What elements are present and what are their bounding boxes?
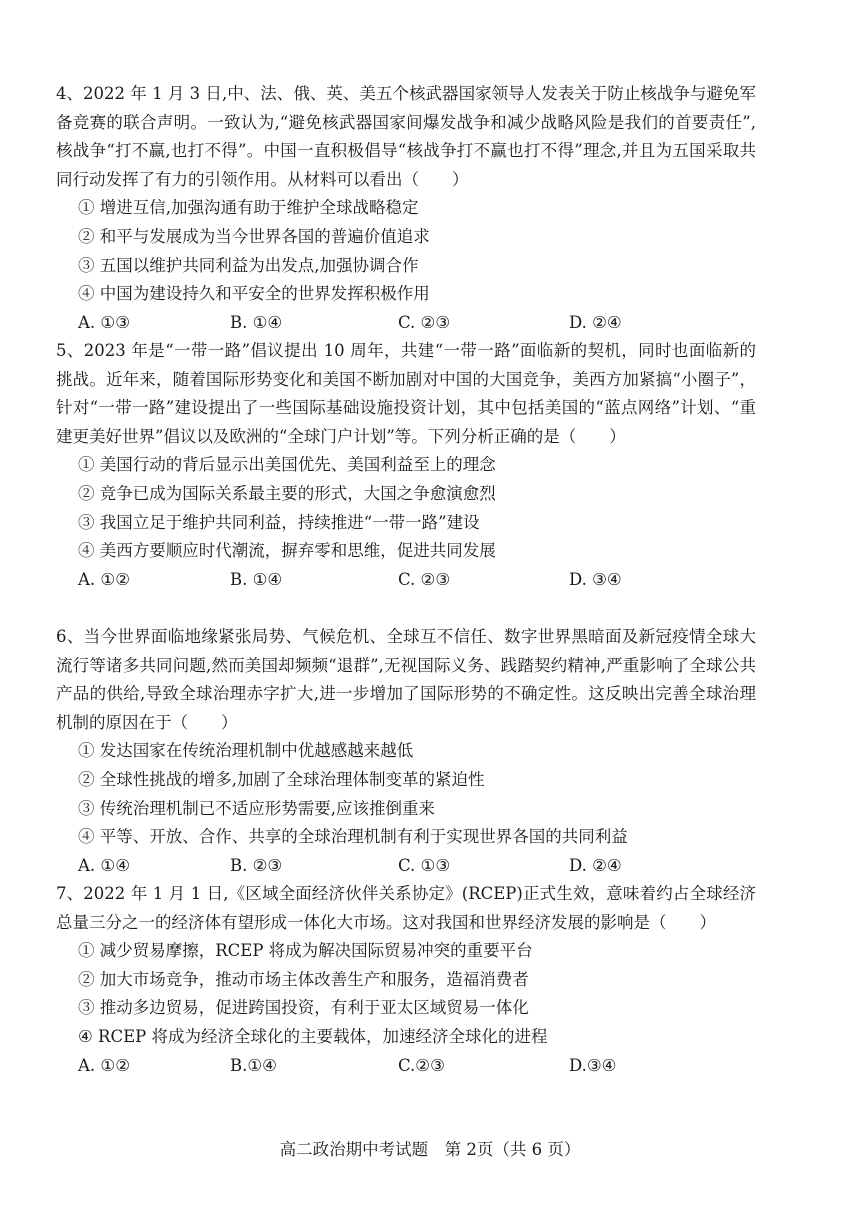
option-4: ④ 美西方要顺应时代潮流，摒弃零和思维，促进共同发展 bbox=[78, 541, 496, 561]
question-4 bbox=[56, 80, 756, 337]
answer-choices bbox=[56, 566, 756, 595]
option-3: ③ 传统治理机制已不适应形势需要,应该推倒重来 bbox=[78, 798, 435, 818]
question-stem: 4、2022 年 1 月 3 日,中、法、俄、英、美五个核武器国家领导人发表关于防止核战争与避免军备竞赛的联合声明。一致认为,“避免核武器国家间爆发战争和减少战略风险是我们的首要责任”,核战争“打不赢,也打不得”。中国一直积极倡导“核战争打不赢也打不得”理念,并且为五国采取共同行动发挥了有力的引领作用。从材料可以看出（ ） bbox=[56, 84, 756, 189]
question-stem: 7、2022 年 1 月 1 日,《区域全面经济伙伴关系协定》(RCEP)正式生效，意味着约占全球经济总量三分之一的经济体有望形成一体化大市场。这对我国和世界经济发展的影响是（ ） bbox=[56, 884, 756, 932]
answer-choices bbox=[56, 852, 756, 881]
option-3: ③ 五国以维护共同利益为出发点,加强协调合作 bbox=[78, 255, 419, 275]
option-3: ③ 推动多边贸易，促进跨国投资，有利于亚太区域贸易一体化 bbox=[78, 998, 529, 1018]
option-4: ④ 中国为建设持久和平安全的世界发挥积极作用 bbox=[78, 284, 430, 304]
answer-c[interactable]: C. ②③ bbox=[398, 569, 451, 589]
answer-d[interactable]: D.③④ bbox=[569, 1055, 617, 1075]
answer-d[interactable]: D. ③④ bbox=[569, 569, 622, 589]
question-stem: 6、当今世界面临地缘紧张局势、气候危机、全球互不信任、数字世界黑暗面及新冠疫情全球大流行等诸多共同问题,然而美国却频频“退群”,无视国际义务、践踏契约精神,严重影响了全球公共产品的供给,导致全球治理赤字扩大,进一步增加了国际形势的不确定性。这反映出完善全球治理机制的原因在于（ ） bbox=[56, 627, 756, 732]
answer-b[interactable]: B.①④ bbox=[230, 1055, 277, 1075]
answer-c[interactable]: C. ①③ bbox=[398, 855, 451, 875]
question-stem: 5、2023 年是“一带一路”倡议提出 10 周年，共建“一带一路”面临新的契机，同时也面临新的挑战。近年来，随着国际形势变化和美国不断加剧对中国的大国竞争，美西方加紧搞“小圈子”，针对“一带一路”建设提出了一些国际基础设施投资计划，其中包括美国的“蓝点网络”计划、“重建更美好世界”倡议以及欧洲的“全球门户计划”等。下列分析正确的是（ ） bbox=[56, 341, 756, 446]
option-1: ① 减少贸易摩擦，RCEP 将成为解决国际贸易冲突的重要平台 bbox=[78, 941, 533, 961]
question-7 bbox=[56, 880, 756, 1080]
option-1: ① 增进互信,加强沟通有助于维护全球战略稳定 bbox=[78, 198, 419, 218]
option-2: ② 加大市场竞争，推动市场主体改善生产和服务，造福消费者 bbox=[78, 969, 529, 989]
answer-choices bbox=[56, 309, 756, 338]
option-3: ③ 我国立足于维护共同利益，持续推进“一带一路”建设 bbox=[78, 512, 480, 532]
question-6 bbox=[56, 623, 756, 880]
answer-a[interactable]: A. ①② bbox=[78, 569, 130, 589]
answer-b[interactable]: B. ②③ bbox=[230, 855, 283, 875]
option-2: ② 全球性挑战的增多,加剧了全球治理体制变革的紧迫性 bbox=[78, 769, 485, 789]
option-2: ② 和平与发展成为当今世界各国的普遍价值追求 bbox=[78, 226, 430, 246]
answer-c[interactable]: C.②③ bbox=[398, 1055, 445, 1075]
answer-b[interactable]: B. ①④ bbox=[230, 569, 283, 589]
answer-a[interactable]: A. ①④ bbox=[78, 855, 130, 875]
answer-d[interactable]: D. ②④ bbox=[569, 855, 622, 875]
page-footer: 高二政治期中考试题 第 2页（共 6 页） bbox=[279, 1140, 581, 1159]
answer-a[interactable]: A. ①③ bbox=[78, 312, 130, 332]
answer-d[interactable]: D. ②④ bbox=[569, 312, 622, 332]
answer-a[interactable]: A. ①② bbox=[78, 1055, 130, 1075]
answer-choices bbox=[56, 1052, 756, 1081]
option-4: ④ RCEP 将成为经济全球化的主要载体，加速经济全球化的进程 bbox=[78, 1026, 548, 1046]
option-2: ② 竞争已成为国际关系最主要的形式，大国之争愈演愈烈 bbox=[78, 483, 496, 503]
option-4: ④ 平等、开放、合作、共享的全球治理机制有利于实现世界各国的共同利益 bbox=[78, 827, 628, 847]
option-1: ① 美国行动的背后显示出美国优先、美国利益至上的理念 bbox=[78, 455, 496, 475]
question-5 bbox=[56, 337, 756, 594]
answer-c[interactable]: C. ②③ bbox=[398, 312, 451, 332]
option-1: ① 发达国家在传统治理机制中优越感越来越低 bbox=[78, 741, 414, 761]
answer-b[interactable]: B. ①④ bbox=[230, 312, 283, 332]
